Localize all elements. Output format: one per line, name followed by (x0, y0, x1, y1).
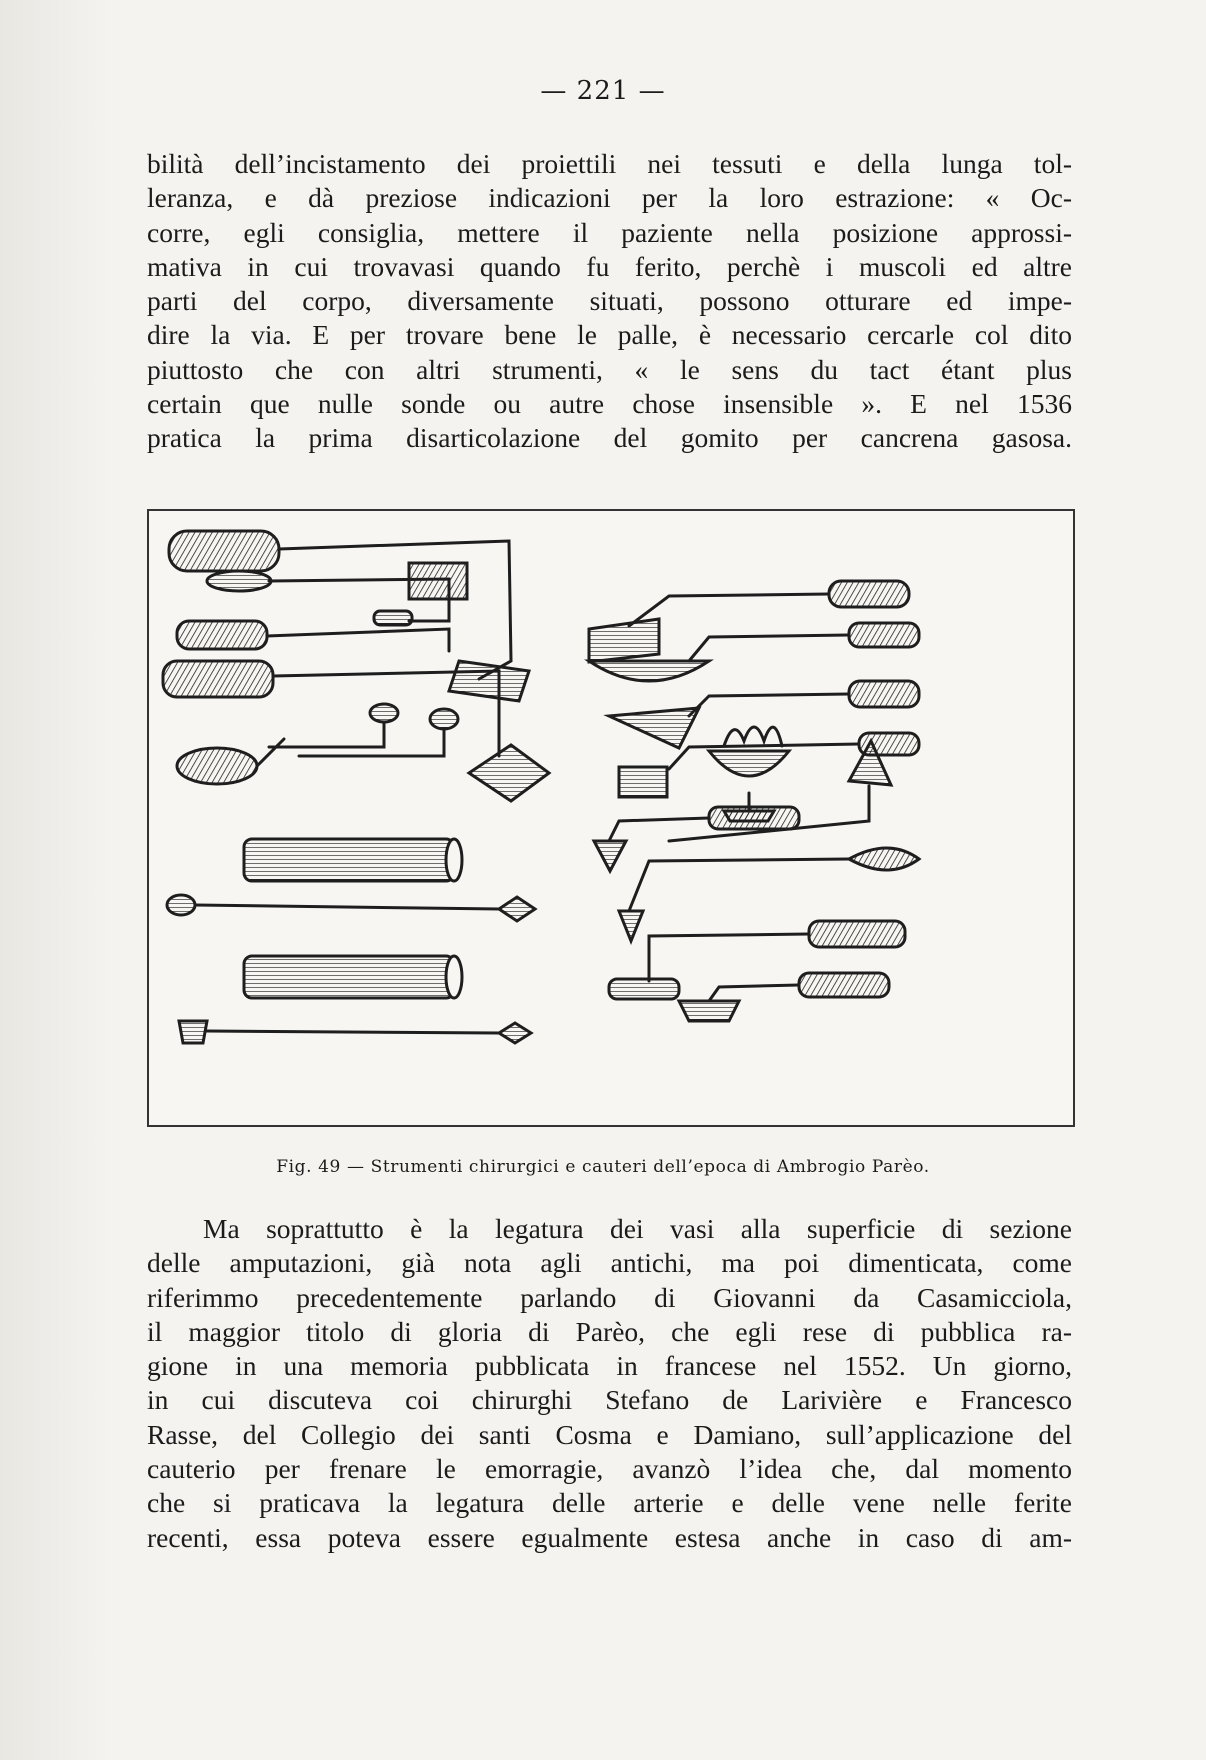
text-line: recenti, essa poteva essere egualmente estesa anche in caso di am- (147, 1521, 1072, 1553)
text-line: piuttosto che con altri strumenti, « le sens du tact étant plus (147, 353, 1072, 385)
scan-shadow (0, 0, 110, 1760)
cautery-instrument (177, 739, 284, 784)
page-number: — 221 — (540, 76, 666, 106)
figure-caption: Fig. 49 — Strumenti chirurgici e cauteri dell’epoca di Ambrogio Parèo. (276, 1157, 930, 1177)
text-line: Rasse, del Collegio dei santi Cosma e Damiano, sull’applicazione del (147, 1418, 1072, 1450)
cautery-instrument (269, 704, 458, 756)
text-line: leranza, e dà preziose indicazioni per la loro estrazione: « Oc- (147, 182, 1072, 214)
text-line: pratica la prima disarticolazione del gomito per cancrena gasosa. (147, 422, 1072, 454)
figure-surgical-instruments (147, 509, 1075, 1127)
probe-rod (179, 1021, 531, 1043)
cautery-instrument (207, 563, 467, 625)
paragraph-top (147, 147, 1072, 456)
cannula-tube (244, 956, 462, 998)
text-line: parti del corpo, diversamente situati, possono otturare ed impe- (147, 285, 1072, 317)
text-line: mativa in cui trovavasi quando fu ferito, perchè i muscoli ed altre (147, 250, 1072, 282)
cautery-instrument (679, 973, 889, 1021)
probe-rod (167, 895, 535, 921)
text-line: gione in una memoria pubblicata in francese nel 1552. Un giorno, (147, 1350, 1072, 1382)
text-line: delle amputazioni, già nota agli antichi, ma poi dimenticata, come (147, 1247, 1072, 1279)
text-line: il maggior titolo di gloria di Parèo, che egli rese di pubblica ra- (147, 1315, 1072, 1347)
text-line: dire la via. E per trovare bene le palle, è necessario cercarle col dito (147, 319, 1072, 351)
text-line: riferimmo precedentemente parlando di Giovanni da Casamicciola, (147, 1281, 1072, 1313)
text-line: corre, egli consiglia, mettere il paziente nella posizione approssi- (147, 216, 1072, 248)
text-line: cauterio per frenare le emorragie, avanzò l’idea che, dal momento (147, 1453, 1072, 1485)
cannula-tube (244, 839, 462, 881)
text-line: in cui discuteva coi chirurghi Stefano de Larivière e Francesco (147, 1384, 1072, 1416)
text-line: bilità dell’incistamento dei proiettili nei tessuti e della lunga tol- (147, 148, 1072, 179)
text-line: Ma soprattutto è la legatura dei vasi alla superficie di sezione (203, 1213, 1072, 1244)
instruments-engraving (149, 511, 1073, 1125)
text-line: che si praticava la legatura delle arterie e delle vene nelle ferite (147, 1487, 1072, 1519)
text-line: certain que nulle sonde ou autre chose insensible ». E nel 1536 (147, 388, 1072, 420)
paragraph-bottom (147, 1212, 1072, 1555)
